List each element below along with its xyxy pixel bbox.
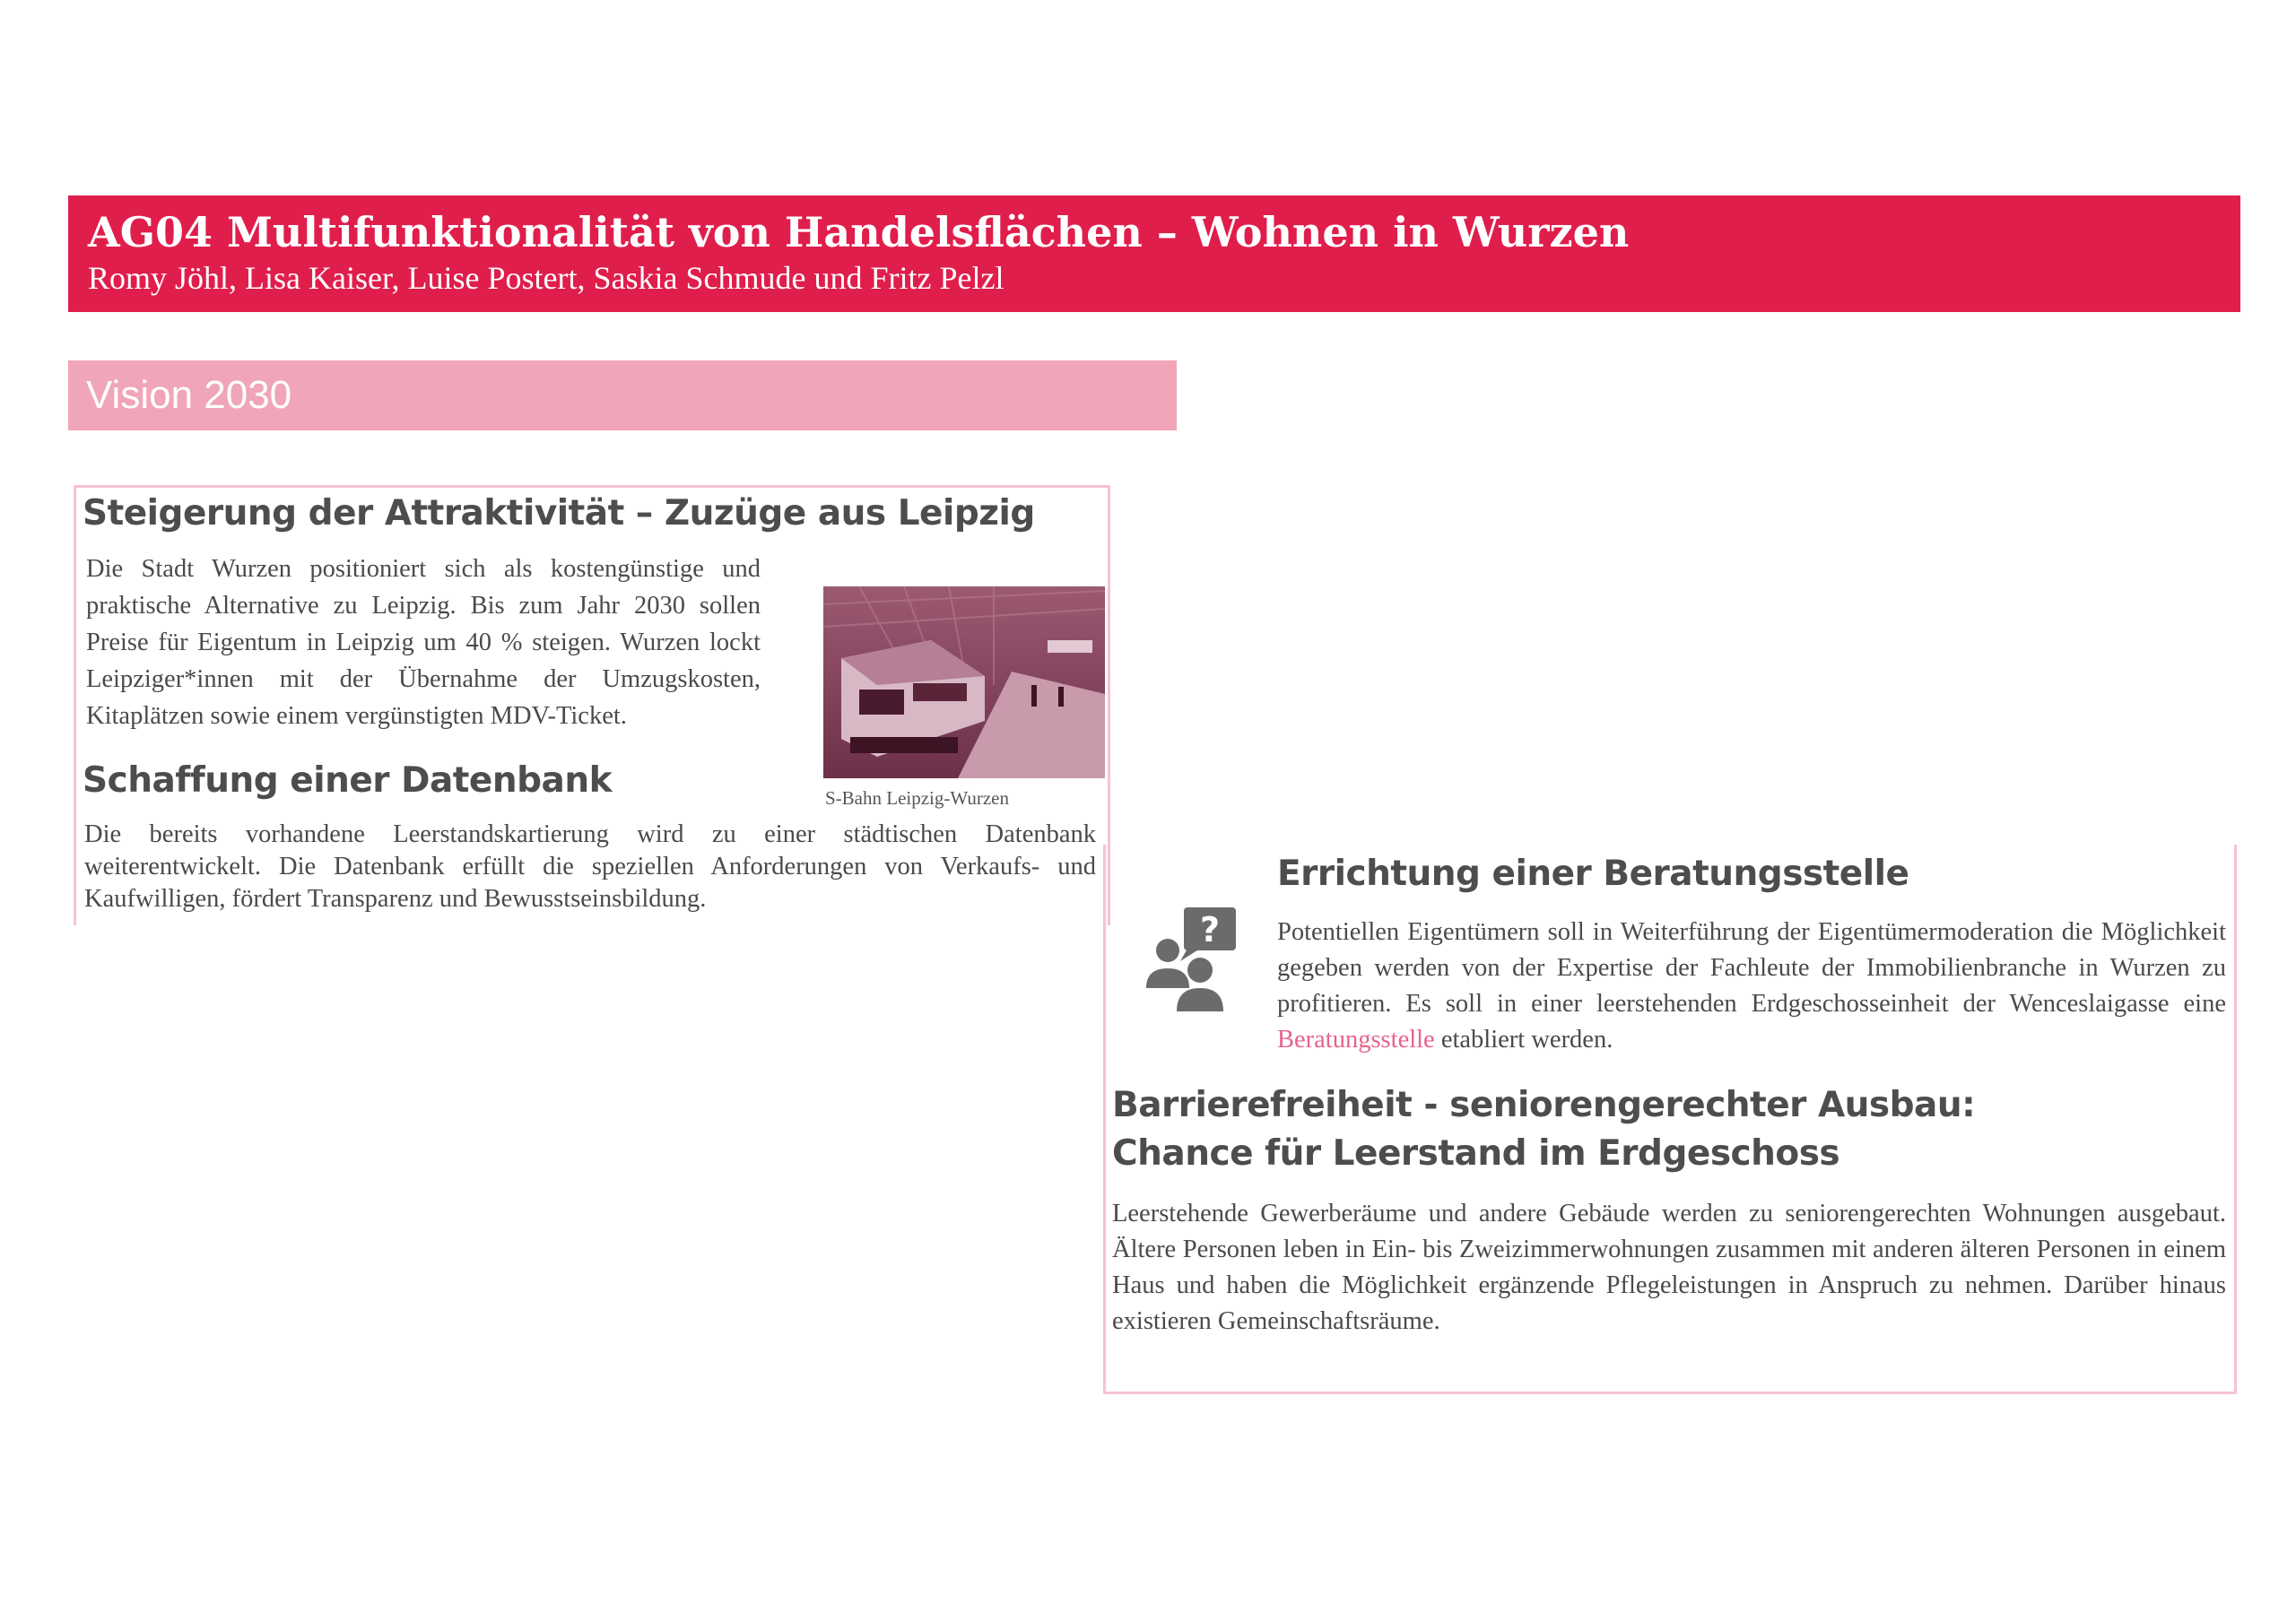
heading-barriere-line2: Chance für Leerstand im Erdgeschoss (1112, 1133, 1840, 1174)
text-beratung-part2: etabliert werden. (1434, 1026, 1613, 1054)
text-beratung (1277, 915, 2226, 1058)
title-banner (68, 195, 2240, 312)
heading-attraktivitaet: Steigerung der Attraktivität – Zuzüge aus Leipzig (83, 493, 1035, 533)
vision-label: Vision 2030 (68, 360, 1177, 430)
heading-barriere-line1: Barrierefreiheit - seniorengerechter Ausbau: (1112, 1085, 1976, 1125)
svg-text:?: ? (1199, 910, 1221, 950)
text-attraktivitaet: Die Stadt Wurzen positioniert sich als kostengünstige und praktische Alternative zu Leipzig. Bis zum Jahr 2030 sollen Preise für Eigentum in Leipzig um 40 % steigen. Wurzen lockt Leipziger*innen mit der Übernahme der Umzugskosten, Kitaplätzen sowie einem vergünstigten MDV-Ticket. (86, 555, 761, 730)
train-photo (823, 586, 1105, 778)
text-barriere: Leerstehende Gewerberäume und andere Gebäude werden zu seniorengerechten Wohnungen ausgebaut. Ältere Personen leben in Ein- bis Zweizimmerwohnungen zusammen mit anderen älteren Personen in einem Haus und haben die Möglichkeit ergänzende Pflegeleistungen in Anspruch zu nehmen. Darüber hinaus existieren Gemeinschaftsräume. (1112, 1200, 2226, 1335)
image-caption: S-Bahn Leipzig-Wurzen (825, 787, 1009, 809)
train-photo-icon (823, 586, 1105, 778)
consultation-icon (1141, 906, 1239, 1013)
text-datenbank: Die bereits vorhandene Leerstandskartierung wird zu einer städtischen Datenbank weiterentwickelt. Die Datenbank erfüllt die speziellen Anforderungen von Verkaufs- und Kaufwilligen, fördert Transparenz und Bewusstseinsbildung. (84, 820, 1096, 913)
beratungsstelle-highlight: Beratungsstelle (1277, 1026, 1435, 1054)
heading-beratung: Errichtung einer Beratungsstelle (1277, 854, 1909, 894)
heading-datenbank: Schaffung einer Datenbank (83, 760, 613, 801)
text-beratung-part1: Potentiellen Eigentümern soll in Weiterführung der Eigentümermoderation die Möglichkeit gegeben werden von der Expertise der Fachleute der Immobilienbranche in Wurzen zu profitieren. Es soll in einer leerstehenden Erdgeschosseinheit der Wenceslaigasse eine (1277, 918, 2226, 1018)
authors-line: Romy Jöhl, Lisa Kaiser, Luise Postert, Saskia Schmude und Fritz Pelzl (88, 260, 1004, 296)
page-title: AG04 Multifunktionalität von Handelsflächen – Wohnen in Wurzen (88, 208, 1630, 256)
